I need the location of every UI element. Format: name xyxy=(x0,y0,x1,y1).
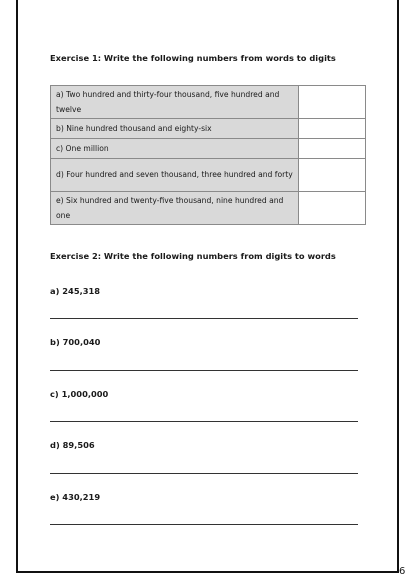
exercise-2-item-c-answer-line[interactable] xyxy=(50,421,358,422)
exercise-2-item-d-label: d) 89,506 xyxy=(50,440,95,450)
exercise-2-item-e-label: e) 430,219 xyxy=(50,492,101,502)
row-b-answer-cell[interactable] xyxy=(299,119,366,139)
table-row xyxy=(51,192,366,225)
row-c-prompt: c) One million xyxy=(51,139,299,159)
table-row xyxy=(51,119,366,139)
row-d-prompt: d) Four hundred and seven thousand, three hundred and forty xyxy=(51,159,299,192)
row-a-answer-cell[interactable] xyxy=(299,86,366,119)
exercise-2-item-d-answer-line[interactable] xyxy=(50,473,358,474)
table-row xyxy=(51,159,366,192)
exercise-2-item-b-answer-line[interactable] xyxy=(50,370,358,371)
exercise-1-heading: Exercise 1: Write the following numbers from words to digits xyxy=(50,53,336,63)
exercise-1-table xyxy=(50,85,366,225)
exercise-2-item-e-answer-line[interactable] xyxy=(50,524,358,525)
row-d-answer-cell[interactable] xyxy=(299,159,366,192)
row-a-prompt: a) Two hundred and thirty-four thousand, five hundred and twelve xyxy=(51,86,299,119)
row-c-answer-cell[interactable] xyxy=(299,139,366,159)
exercise-2-item-b-label: b) 700,040 xyxy=(50,337,101,347)
table-row xyxy=(51,86,366,119)
exercise-2-heading: Exercise 2: Write the following numbers from digits to words xyxy=(50,251,336,261)
exercise-2-item-a-answer-line[interactable] xyxy=(50,318,358,319)
exercise-2-item-c-label: c) 1,000,000 xyxy=(50,389,109,399)
exercise-2-item-a-label: a) 245,318 xyxy=(50,286,101,296)
page-number: 6 xyxy=(399,566,406,577)
row-b-prompt: b) Nine hundred thousand and eighty-six xyxy=(51,119,299,139)
row-e-answer-cell[interactable] xyxy=(299,192,366,225)
row-e-prompt: e) Six hundred and twenty-five thousand, nine hundred and one xyxy=(51,192,299,225)
table-row xyxy=(51,139,366,159)
